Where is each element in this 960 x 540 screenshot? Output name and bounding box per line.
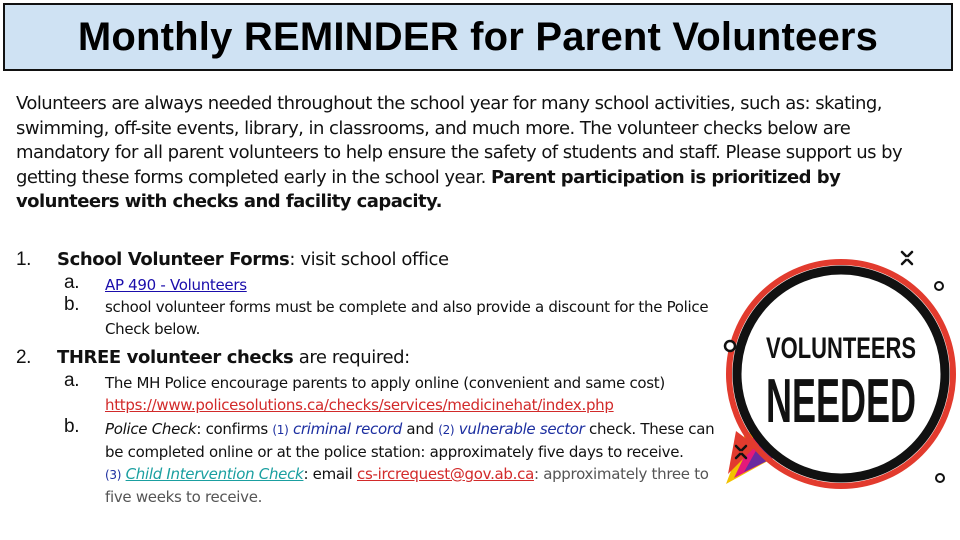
number-1: (1): [272, 423, 289, 437]
sub-item-b: [16, 296, 716, 340]
sub-text: and: [401, 420, 439, 438]
sub-item-a: [16, 372, 716, 416]
number-2: (2): [438, 423, 455, 437]
item-heading: School Volunteer Forms: [57, 249, 290, 270]
page-title: Monthly REMINDER for Parent Volunteers: [77, 14, 879, 59]
police-check-label: Police Check: [105, 420, 197, 438]
vulnerable-sector-label: vulnerable sector: [458, 420, 585, 438]
volunteers-needed-badge: [716, 246, 956, 516]
criminal-record-label: criminal record: [292, 420, 402, 438]
item-text: : visit school office: [289, 249, 449, 270]
sub-text: school volunteer forms must be complete and also provide a discount for the Police Check below.: [105, 298, 709, 338]
sub-item-a: [16, 274, 716, 296]
sub-text: : approximately three to five weeks to receive.: [105, 465, 709, 506]
speech-bubble-graphic: [716, 246, 956, 516]
intro-paragraph: [16, 92, 946, 215]
badge-line-2: NEEDED: [766, 367, 916, 436]
sub-text: The MH Police encourage parents to apply online (convenient and same cost): [105, 374, 665, 392]
volunteer-requirements-list: [16, 248, 716, 508]
sub-letter: b.: [64, 416, 80, 437]
sub-letter: a.: [64, 370, 80, 391]
intro-bold-text: Parent participation is prioritized by volunteers with checks and facility capacity.: [16, 166, 841, 212]
sub-text: : confirms: [196, 420, 273, 438]
ap490-link[interactable]: AP 490 - Volunteers: [105, 276, 247, 294]
sub-letter: b.: [64, 294, 80, 315]
police-solutions-link[interactable]: https://www.policesolutions.ca/checks/services/medicinehat/index.php: [105, 396, 614, 414]
number-3: (3): [105, 468, 122, 482]
list-item-checks: [16, 346, 716, 370]
intro-text: Volunteers are always needed throughout the school year for many school activities, such as: skating, swimming, off-site events, library, in classrooms, and much more. The volunteer checks below are mandatory for all parent volunteers to help ensure the safety of students and staff. Please support us by getting these forms completed early in the school year.: [16, 93, 903, 188]
sub-item-b: [16, 418, 716, 508]
sub-letter: a.: [64, 272, 80, 293]
item-number: 2.: [16, 347, 32, 368]
title-banner: [3, 3, 953, 71]
sub-text: check. These can be completed online or at the police station: approximately five days to receive.: [105, 420, 715, 461]
badge-line-1: VOLUNTEERS: [766, 332, 916, 365]
sub-text: : email: [303, 465, 358, 483]
list-item-forms: [16, 248, 716, 272]
item-text: are required:: [293, 347, 410, 368]
email-link[interactable]: cs-ircrequest@gov.ab.ca: [357, 465, 534, 483]
item-heading: THREE volunteer checks: [57, 347, 294, 368]
child-intervention-link[interactable]: Child Intervention Check: [125, 465, 304, 483]
item-number: 1.: [16, 249, 32, 270]
